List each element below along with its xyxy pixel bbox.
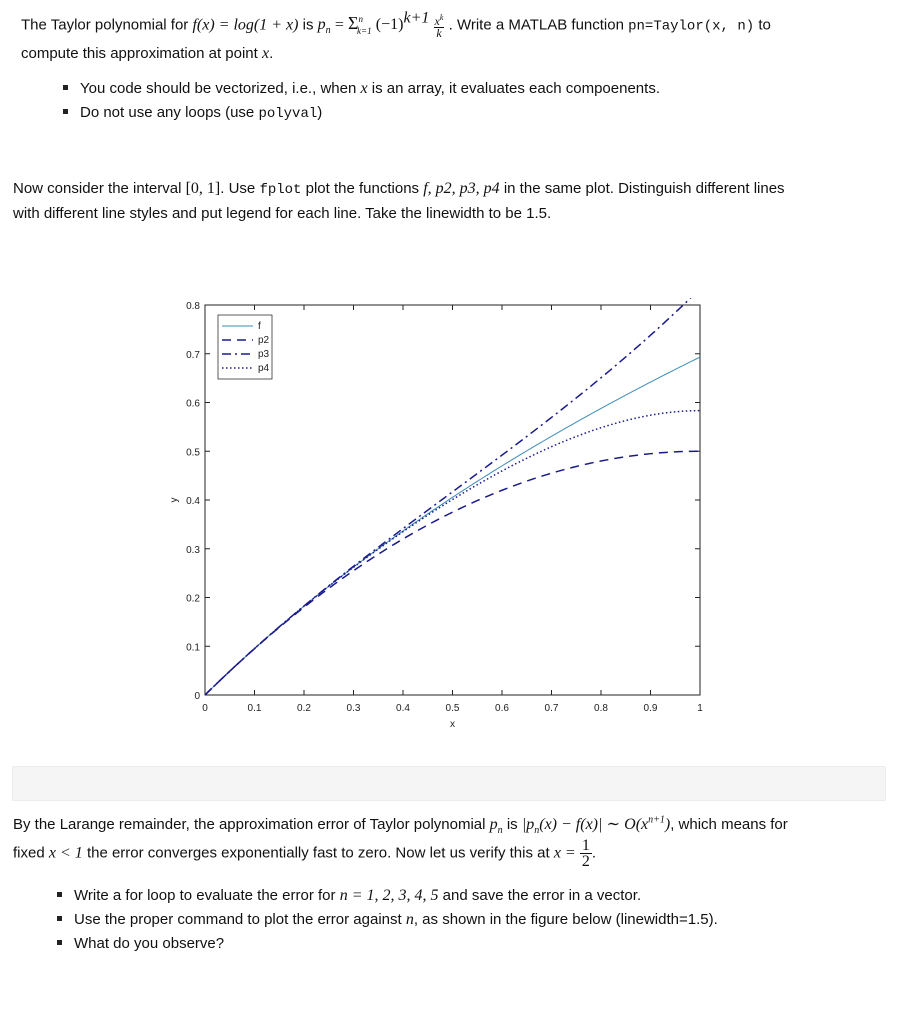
polyval-code: polyval — [258, 106, 318, 122]
problem1-line1 — [21, 10, 771, 39]
n-values: n = 1, 2, 3, 4, 5 — [339, 887, 439, 904]
x-tick-label: 0.4 — [396, 703, 410, 714]
period: . — [269, 45, 274, 62]
text: fixed — [13, 844, 45, 862]
y-axis-label: y — [169, 497, 180, 503]
x-tick-label: 1 — [697, 703, 703, 714]
text: , which means for — [670, 816, 788, 833]
term-fraction: $\frac{x^k}{k}$ — [434, 12, 444, 40]
bullet-text: is an array, it evaluates each compoenents. — [371, 80, 660, 97]
x-tick-label: 0 — [202, 703, 208, 714]
text: Now consider the interval — [13, 180, 182, 197]
problem3-line2 — [13, 838, 596, 869]
bullet-text: You code should be vectorized, i.e., when — [80, 80, 357, 97]
plot-frame — [205, 305, 700, 695]
x-var: x — [261, 45, 270, 62]
y-tick-label: 0.5 — [186, 447, 200, 459]
bullet-dot — [63, 85, 68, 90]
x-tick-label: 0.7 — [544, 703, 559, 714]
function-formula: f(x) = log(1 + x) — [192, 16, 299, 34]
bullet-plot-error — [57, 911, 718, 929]
bullet-text: What do you observe? — [74, 935, 225, 952]
line2-text: compute this approximation at point — [21, 45, 258, 62]
y-tick-label: 0.2 — [186, 593, 200, 605]
bullet-for-loop — [57, 887, 641, 905]
is-text: is — [302, 16, 314, 34]
bullet-text: Do not use any loops (use — [80, 104, 255, 121]
x-tick-label: 0.5 — [445, 703, 460, 714]
bullet-text: Write a for loop to evaluate the error for — [74, 887, 336, 904]
text: in the same plot. Distinguish different lines — [503, 180, 785, 197]
text: the error converges exponentially fast to zero. Now let us verify this at — [86, 844, 550, 862]
bullet-observe — [57, 935, 224, 952]
bullet-text: , as shown in the figure below (linewidth=1.5). — [413, 911, 718, 928]
sim-symbol: ∼ — [606, 816, 620, 833]
function-signature-code: pn=Taylor(x, n) — [628, 18, 755, 35]
text: plot the functions — [305, 180, 420, 197]
y-tick-label: 0.1 — [186, 642, 200, 654]
x-tick-label: 0.1 — [247, 703, 262, 714]
text: is — [506, 816, 518, 833]
y-tick-label: 0.8 — [186, 301, 200, 312]
y-tick-label: 0.3 — [186, 544, 200, 556]
write-text: . Write a MATLAB function — [448, 16, 624, 34]
equals-sign: = — [334, 16, 344, 34]
answer-box — [12, 766, 886, 801]
y-tick-label: 0.6 — [186, 398, 200, 410]
half-fraction: $\frac{1}{2}$ — [581, 837, 590, 870]
text: By the Larange remainder, the approximation error of Taylor polynomial — [13, 816, 486, 833]
function-list: f, p2, p3, p4 — [423, 180, 500, 197]
problem2-line1 — [13, 180, 785, 198]
y-tick-label: 0.4 — [186, 496, 200, 507]
y-tick-label: 0 — [194, 691, 200, 702]
x-axis-label: x — [450, 719, 455, 730]
x-tick-label: 0.6 — [495, 703, 509, 714]
sign-term: $(-1)^{k+1}$ — [375, 10, 430, 34]
bullet-text: Use the proper command to plot the error against — [74, 911, 402, 928]
intro-text: The Taylor polynomial for — [21, 16, 189, 34]
problem3-line1 — [13, 814, 788, 836]
big-o: $O(x^{n+1})$ — [624, 814, 671, 833]
bullet-dot — [57, 916, 62, 921]
interval: [0, 1] — [185, 180, 221, 197]
x-tick-label: 0.9 — [643, 703, 658, 714]
legend-label-p2: p2 — [258, 335, 270, 346]
condition: x < 1 — [48, 844, 83, 862]
pn-symbol: $p_n$ — [489, 816, 503, 837]
n-var: n — [405, 911, 414, 928]
to-text: to — [758, 16, 771, 34]
bullet-text: ) — [317, 104, 323, 121]
bullet-dot — [57, 892, 62, 897]
x-tick-label: 0.2 — [297, 703, 311, 714]
x-tick-label: 0.8 — [594, 703, 608, 714]
pn-symbol: $p_n$ — [317, 16, 331, 37]
bullet-vectorized — [63, 80, 660, 98]
sum-symbol: $\Sigma^n_{k=1}$ — [348, 13, 372, 36]
x-tick-label: 0.3 — [346, 703, 361, 714]
x-equals: x = — [553, 844, 576, 862]
text: . Use — [220, 180, 256, 197]
error-expression: $|p_n(x) - f(x)|$ — [521, 816, 603, 837]
bullet-no-loops — [63, 104, 322, 122]
y-tick-label: 0.7 — [186, 349, 200, 361]
x-var: x — [360, 80, 368, 97]
fplot-code: fplot — [259, 182, 302, 198]
bullet-dot — [63, 109, 68, 114]
legend-label-f: f — [258, 321, 261, 332]
legend-label-p4: p4 — [258, 363, 270, 374]
bullet-text: and save the error in a vector. — [442, 887, 642, 904]
problem2-line2 — [13, 205, 551, 222]
period: . — [591, 844, 597, 862]
problem1-line2 — [21, 45, 273, 63]
legend-label-p3: p3 — [258, 349, 270, 360]
text: with different line styles and put legend for each line. Take the linewidth to be 1.5. — [13, 205, 552, 222]
bullet-dot — [57, 940, 62, 945]
taylor-plot — [160, 298, 720, 748]
